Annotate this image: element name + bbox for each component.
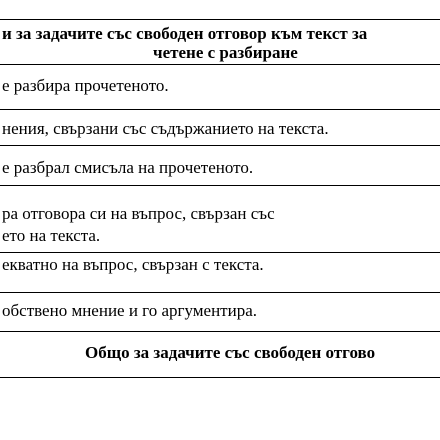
- table-row-text: нения, свързани със съдържанието на текста.: [2, 119, 329, 138]
- row-divider: [0, 185, 440, 186]
- row-divider: [0, 145, 440, 146]
- table-row-text: ра отговора си на въпрос, свързан със: [2, 204, 275, 223]
- table-row-text: екватно на въпрос, свързан с текста.: [2, 255, 264, 274]
- table-header-line-2: четене с разбиране: [153, 43, 298, 62]
- row-divider: [0, 109, 440, 110]
- table-row-text: е разбрал смисъла на прочетеното.: [2, 158, 254, 177]
- row-divider: [0, 252, 440, 253]
- table-row-text: ето на текста.: [2, 226, 101, 245]
- row-divider: [0, 292, 440, 293]
- total-label: Общо за задачите със свободен отгово: [85, 343, 376, 362]
- table-top-border: [0, 19, 440, 20]
- table-header-line-1: и за задачите със свободен отговор към текст за: [2, 24, 368, 43]
- table-row-text: обствено мнение и го аргументира.: [2, 301, 257, 320]
- header-bottom-border: [0, 64, 440, 65]
- table-row-text: е разбира прочетеното.: [2, 76, 169, 95]
- table-bottom-border: [0, 377, 440, 378]
- row-divider: [0, 331, 440, 332]
